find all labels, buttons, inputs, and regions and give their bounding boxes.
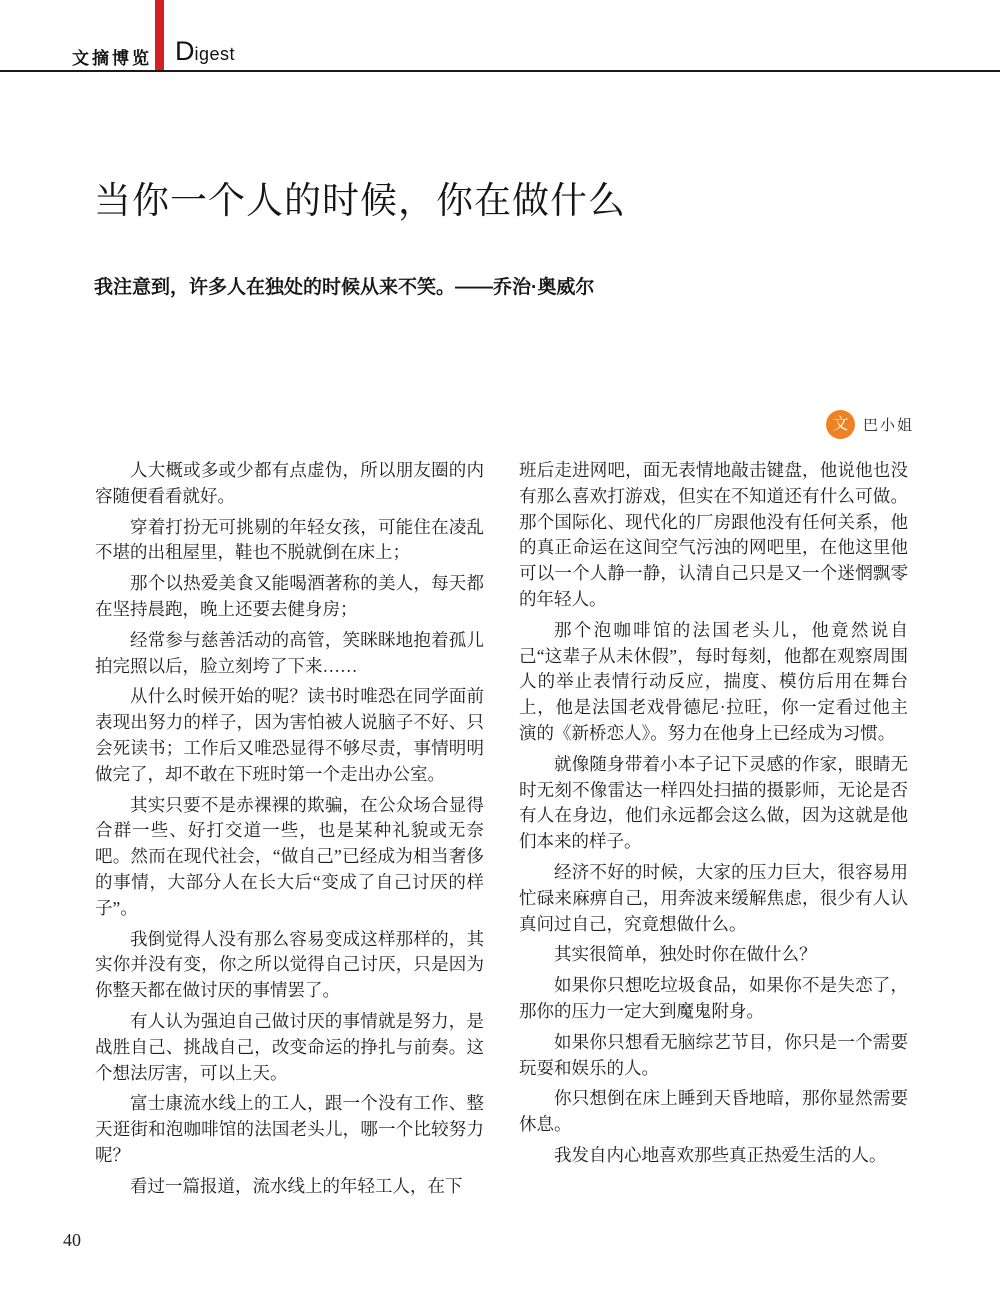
section-title-cn: 文摘博览 (72, 49, 152, 68)
paragraph: 看过一篇报道，流水线上的年轻工人，在下 (130, 1175, 463, 1196)
paragraph: 就像随身带着小本子记下灵感的作家，眼睛无时无刻不像雷达一样四处扫描的摄影师，无论是否有人在身边，他们永远都会这么做，因为这就是他们本来的样子。 (519, 753, 908, 852)
article-body (95, 458, 908, 1205)
paragraph: 从什么时候开始的呢？读书时唯恐在同学面前表现出努力的样子，因为害怕被人说脑子不好、只会死读书；工作后又唯恐显得不够尽责，事情明明做完了，却不敢在下班时第一个走出办公室。 (95, 686, 484, 784)
paragraph: 其实只要不是赤裸裸的欺骗，在公众场合显得合群一些、好打交道一些，也是某种礼貌或无奈吧。然而在现代社会，“做自己”已经成为相当奢侈的事情，大部分人在长大后“变成了自己讨厌的样子”。 (95, 794, 484, 918)
red-divider-bar (155, 0, 164, 71)
section-title-en (175, 36, 235, 67)
paragraph: 你只想倒在床上睡到天昏地暗，那你显然需要休息。 (519, 1088, 908, 1135)
paragraph: 经常参与慈善活动的高管，笑眯眯地抱着孤儿拍完照以后，脸立刻垮了下来…… (95, 629, 484, 676)
paragraph: 那个泡咖啡馆的法国老头儿，他竟然说自己“这辈子从未休假”，每时每刻，他都在观察周围人的举止表情行动反应，揣度、模仿后用在舞台上，他是法国老戏骨德尼·拉旺，你一定看过他主演的《新桥恋人》。努力在他身上已经成为习惯。 (519, 619, 908, 743)
paragraph: 人大概或多或少都有点虚伪，所以朋友圈的内容随便看看就好。 (95, 460, 484, 506)
paragraph: 如果你只想看无脑综艺节目，你只是一个需要玩耍和娱乐的人。 (519, 1031, 908, 1078)
section-title-en-rest: igest (194, 44, 236, 64)
author-name: 巴小姐 (863, 417, 915, 434)
byline (826, 410, 914, 439)
paragraph: 我发自内心地喜欢那些真正热爱生活的人。 (554, 1144, 887, 1165)
paragraph: 班后走进网吧，面无表情地敲击键盘，他说他也没有那么喜欢打游戏，但实在不知道还有什么可做。那个国际化、现代化的厂房跟他没有任何关系，他的真正命运在这间空气污浊的网吧里，在他这里他可以一个人静一静，认清自己只是又一个迷惘飘零的年轻人。 (519, 460, 908, 609)
paragraph: 其实很简单，独处时你在做什么？ (554, 944, 817, 965)
paragraph: 穿着打扮无可挑剔的年轻女孩，可能住在凌乱不堪的出租屋里，鞋也不脱就倒在床上； (95, 516, 484, 563)
article-title: 当你一个人的时候，你在做什么 (94, 180, 626, 221)
text-column-left (95, 458, 484, 1205)
paragraph: 富士康流水线上的工人，跟一个没有工作、整天逛街和泡咖啡馆的法国老头儿，哪一个比较努力呢？ (95, 1093, 484, 1165)
paragraph: 我倒觉得人没有那么容易变成这样那样的，其实你并没有变，你之所以觉得自己讨厌，只是因为你整天都在做讨厌的事情罢了。 (95, 928, 484, 1001)
paragraph: 如果你只想吃垃圾食品，如果你不是失恋了，那你的压力一定大到魔鬼附身。 (519, 975, 908, 1021)
page-number: 40 (63, 1230, 81, 1250)
article-epigraph: 我注意到，许多人在独处的时候从来不笑。——乔治·奥威尔 (94, 277, 595, 298)
header-rule (0, 70, 1000, 72)
paragraph: 那个以热爱美食又能喝酒著称的美人，每天都在坚持晨跑，晚上还要去健身房； (95, 573, 484, 619)
text-column-right (519, 458, 908, 1205)
paragraph: 经济不好的时候，大家的压力巨大，很容易用忙碌来麻痹自己，用奔波来缓解焦虑，很少有人认真问过自己，究竟想做什么。 (519, 861, 908, 934)
section-title-en-initial: D (175, 36, 195, 66)
paragraph: 有人认为强迫自己做讨厌的事情就是努力，是战胜自己、挑战自己，改变命运的挣扎与前奏。这个想法厉害，可以上天。 (95, 1010, 484, 1083)
author-badge-icon: 文 (826, 410, 855, 439)
